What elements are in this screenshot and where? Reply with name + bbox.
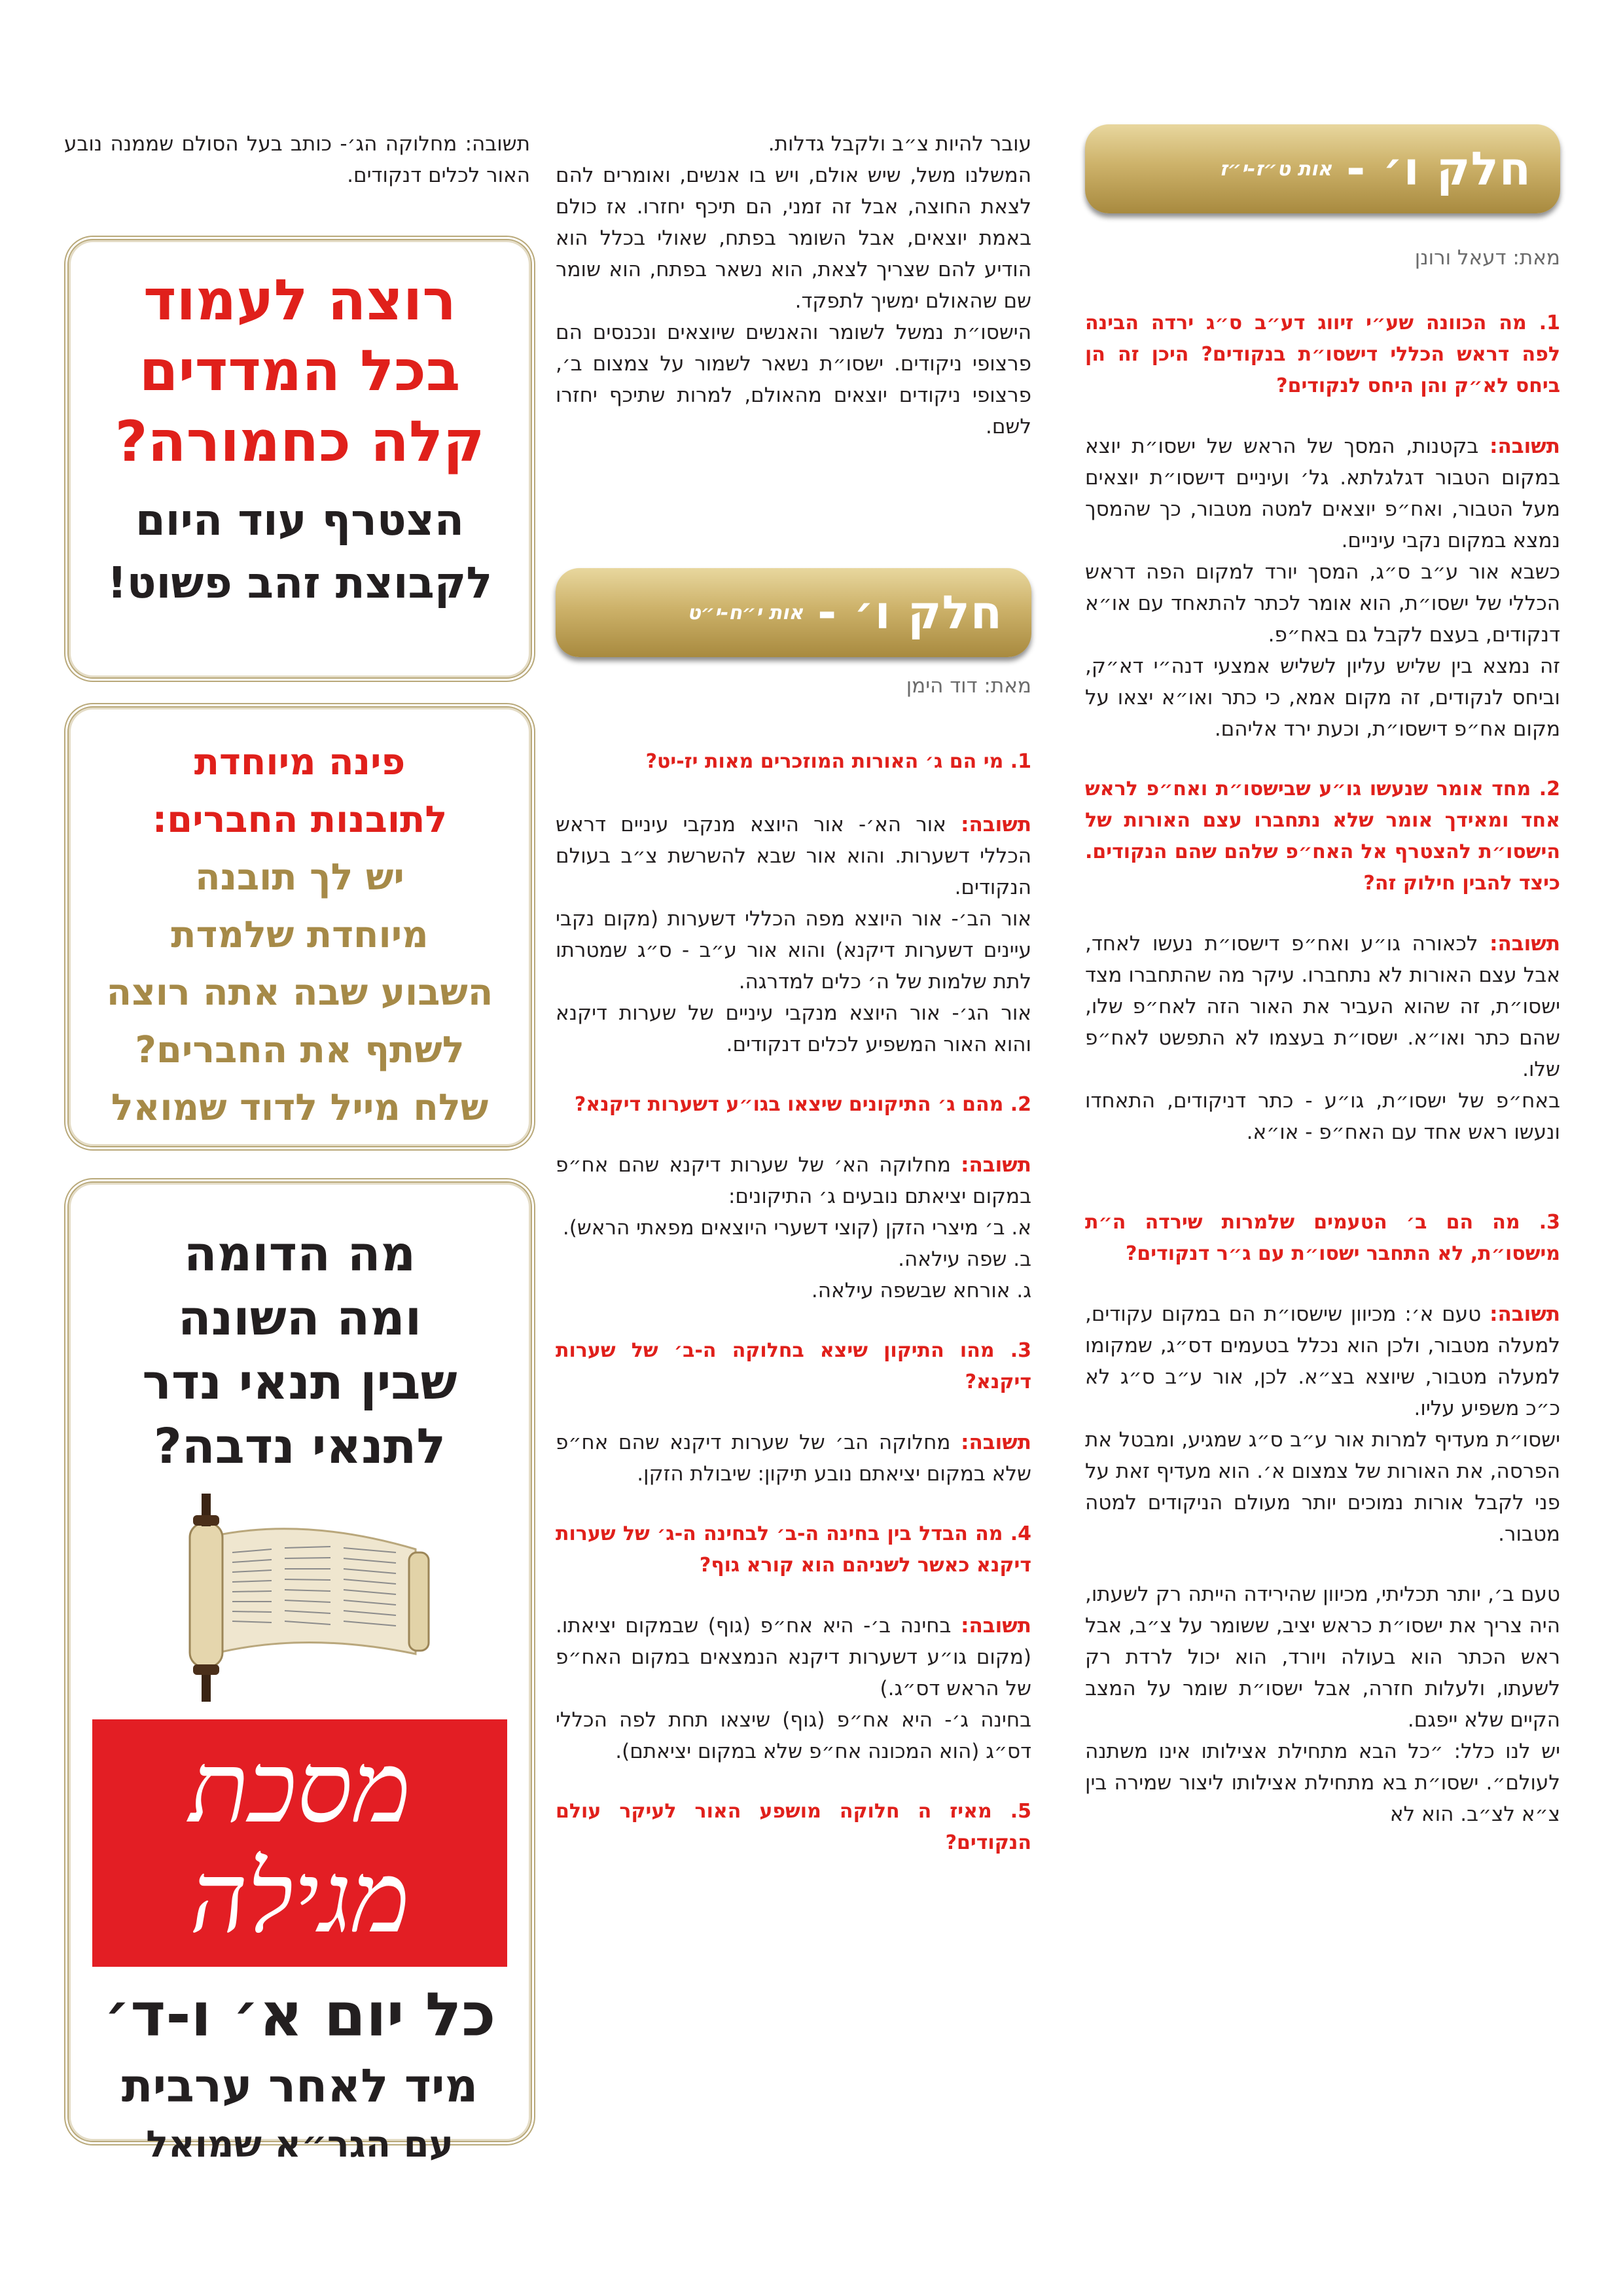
section1-subtitle: אות ט״ז-י״ז	[1219, 157, 1332, 181]
answer-paragraph: כשבא אור ע״ב ס״ג, המסך יורד למקום הפה דראש הכללי של ישסו״ת, הוא אומר לכתר להתאחד עם או״א דנקודים, בעצם לקבל גם באח״פ.	[1085, 560, 1560, 647]
ad3-line-1: מה הדומה	[183, 1226, 416, 1282]
ad3-line-5: כל יום א׳ ו-ד׳	[103, 1980, 496, 2050]
ad1-line-1: רוצה לעמוד	[143, 268, 457, 333]
torah-scroll-icon	[141, 1490, 468, 1706]
answer-text: אור הא׳- אור היוצא מנקבי עיניים דראש הכללי דשערות. והוא אור שבא להשרשת צ״ב בעולם הנקודים.	[556, 813, 1031, 899]
section2-title: חלק ו׳ -	[817, 586, 1003, 639]
left-continued-answer	[64, 128, 530, 191]
answer-label: תשובה:	[1489, 932, 1561, 956]
section1-question-3: 3. מה הם ב׳ הטעמים שלמרות שירדה ה״ת מישסו״ת, לא התחבר ישסו״ת עם ג״ר דנקודים?	[1085, 1211, 1560, 1265]
answer-label: תשובה:	[1489, 435, 1560, 458]
answer-paragraph: אור הג׳- אור היוצא מנקבי עיניים של שערות דיקנא והוא האור המשפיע לכלים דנקודים.	[556, 1001, 1031, 1056]
section2-answer-4	[556, 1610, 1031, 1704]
section1-question-1: 1. מה הכוונה שע״י זיווג דע״ב ס״ג ירדה הבינה לפה דראש הכללי דישסו״ת בנקודים? היכן זה הן ביחס לא״ק והן היחס לנקודים?	[1085, 312, 1560, 397]
ad3-line-7: עם הגר״א שמואל	[146, 2123, 454, 2166]
answer-text: בחינה ב׳- היא אח״פ (גוף) שבמקום יציאתו. (מקום גו״ע דשערות דיקנא הנמצאים במקום האח״פ של הראש דס״ג.)	[556, 1614, 1031, 1700]
ad2-line-1: פינה מיוחדת	[194, 741, 406, 783]
section1-title: חלק ו׳ -	[1346, 142, 1531, 196]
section2-header	[556, 568, 1031, 657]
ad2-line-5: השבוע שבה אתה רוצה	[106, 971, 493, 1014]
ad3-band-line-1: מסכת	[188, 1731, 411, 1845]
ad3-line-4: לתנאי נדבה?	[153, 1418, 446, 1475]
answer-text: מחלוקה הא׳ של שערות דיקנא שהם אח״פ במקום יציאתם נובעים ג׳ התיקונים:	[556, 1153, 1031, 1208]
answer-text: מחלוקה הג׳- כותב בעל הסולם שממנה נובע האור לכלים דנקודים.	[64, 132, 530, 187]
section2-question-5: 5. מאיז ה חלוקה מושפע האור לעיקר עולם הנקודים?	[556, 1800, 1031, 1854]
ad-gold-group	[64, 236, 535, 682]
answer-paragraph: טעם ב׳, יותר תכליתי, מכיוון שהירידה הייתה רק לשעתו, היה צריך את ישסו״ת כראש יציב, ששומר על צ״ב, אבל ראש הכתר הוא בעולה ויורד, הוא יכול לרדת רק לשעתו, ולעלות חזרה, אבל ישסו״ת שומר על המצב הקיים שלא ייפגם.	[1085, 1583, 1560, 1732]
ad-megillah-tractate	[64, 1178, 535, 2166]
section2-subtitle: אות י״ח-י״ט	[687, 601, 804, 624]
answer-paragraph: יש לנו כלל: ״כל הבא מתחילת אצילותו אינו משתנה לעולם״. ישסו״ת בא מתחילת אצילותו ליצור שמירה בין צ״א לצ״ב. הוא לא	[1085, 1740, 1560, 1826]
ad1-line-2: בכל המדדים	[139, 338, 461, 404]
ad1-line-4: הצטרף עוד היום	[135, 495, 465, 545]
answer-paragraph: זה נמצא בין שליש עליון לשליש אמצעי דנה״י דא״ק, וביחס לנקודים, זה מקום אמא, כי כתר ואו״א יצאו על מקום אח״פ דישסו״ת, וכעת ירד אליהם.	[1085, 655, 1560, 741]
ad3-line-6: מיד לאחר ערבית	[121, 2059, 478, 2113]
ad3-line-2: ומה השונה	[177, 1290, 422, 1346]
section2-answer-2	[556, 1149, 1031, 1212]
answer-label: תשובה:	[465, 132, 530, 156]
answer-label: תשובה:	[961, 1153, 1031, 1177]
ad-insights-corner	[64, 703, 535, 1151]
section2-question-2: 2. מהם ג׳ התיקונים שיצאו בגו״ע דשערות דיקנא?	[574, 1093, 1031, 1116]
answer-paragraph: באח״פ של ישסו״ת, גו״ע - כתר דניקודים, התאחדו ונעשו ראש אחד עם האח״פ - או״א.	[1085, 1089, 1560, 1144]
section2-question-3: 3. מהו התיקון שיצא בחלוקה ה-ב׳ של שערות דיקנא?	[556, 1339, 1031, 1393]
answer-text: לכאורה גו״ע ואח״פ דישסו״ת נעשו לאחד, אבל עצם האורות לא נתחברו. עיקר מה שהתחברו מצד ישסו״ת, זה שהוא העביר את האור הזה לאח״פ שלו, שהם כתר ואו״א. ישסו״ת בעצמו לא התפשט לאח״פ שלו.	[1085, 932, 1560, 1081]
answer-label: תשובה:	[961, 1614, 1031, 1638]
answer-paragraph: ב. שפה עילאה.	[898, 1247, 1031, 1271]
answer-paragraph: ישסו״ת מעדיף למרות אור ע״ב ס״ג שמגיע, ומבטל את הפרסה, את האורות של צמצום א׳. הוא מעדיף זאת על פני לקבל אורות נמוכים יותר מעולם הניקודים למטה מטבור.	[1085, 1428, 1560, 1546]
section1-header	[1085, 124, 1560, 213]
answer-label: תשובה:	[1489, 1302, 1561, 1326]
continuation-paragraph: הישסו״ת נמשל לשומר והאנשים שיוצאים ונכנסים הם פרצופי ניקודים. ישסו״ת נשאר לשמור על צמצום ב׳, פרצופי ניקודים יוצאים מהאולם, למרות שתיכף יחזרו לשם.	[556, 321, 1031, 439]
ad1-line-5: לקבוצת זהב פשוט!	[107, 558, 493, 608]
ad1-line-3: קלה כחמורה?	[115, 409, 485, 475]
ad3-footer	[69, 1976, 531, 2172]
answer-paragraph: א. ב׳ מיצרי הזקן (קוצי דשערי היוצאים מפאתי הראש).	[562, 1216, 1031, 1240]
section1-author: מאת: דעאל ורונן	[1414, 246, 1560, 270]
ad3-band-line-2: מגילה	[190, 1841, 410, 1955]
section2-answer-1	[556, 809, 1031, 903]
continuation-paragraph: המשלנו משל, שיש אולם, ויש בו אנשים, ואומרים להם לצאת החוצה, אבל זה זמני, הם תיכף יחזרו. אז כולם באמת יוצאים, אבל השומר בפתח, שאולי בכלל הוא הודיע להם שצריך לצאת, הוא נשאר בפתח, הוא שומר שם שהאולם ימשיך לתפקד.	[556, 164, 1031, 313]
section1-question-2: 2. מחד אומר שנעשו גו״ע שבישסו״ת ואח״פ לראש אחד ומאידך אומר שלא נתחברו עצם האורות של הישסו״ת להצטרף אל האח״פ שלהם שהם הנקודים. כיצד להבין חילוק זה?	[1085, 778, 1560, 895]
answer-paragraph: ג. אורחא שבשפה עילאה.	[811, 1279, 1031, 1302]
column-middle-section2	[556, 673, 1031, 1859]
ad2-line-4: מיוחדת שלמדת	[171, 914, 429, 956]
section1-answer-3	[1085, 1299, 1560, 1424]
section2-question-1: 1. מי הם ג׳ האורות המוזכרים מאות יז-יט?	[645, 750, 1031, 773]
section1-answer-1	[1085, 431, 1560, 556]
column-left	[64, 128, 530, 191]
section2-author: מאת: דוד הימן	[906, 674, 1031, 698]
ad3-line-3: שבין תנאי נדר	[142, 1354, 457, 1410]
answer-text: בקטנות, המסך של הראש של ישסו״ת יוצא במקום הטבור דגלגלתא. גל׳ ועיניים דישסו״ת יוצאים מעל הטבור, ואח״פ יוצאים למטה מטבור, כך שהמסך נמצא במקום נקבי עיניים.	[1085, 435, 1560, 552]
ad2-line-2: לתובנות החברים:	[152, 798, 448, 841]
answer-text: טעם א׳: מכיוון שישסו״ת הם במקום עקודים, למעלה מטבור, ולכן הוא נכלל בטעמים דס״ג, שמקומו למעלה מטבור, שיוצא בצ״א. לכן, אור ע״ב ס״ג לא כ״כ משפיע עליו.	[1085, 1302, 1560, 1420]
column-right	[1085, 245, 1560, 1830]
section2-question-4: 4. מה הבדל בין בחינה ה-ב׳ לבחינה ה-ג׳ של שערות דיקנא כאשר לשניהם הוא קורא גוף?	[556, 1522, 1031, 1577]
ad3-red-band	[92, 1719, 507, 1967]
section2-answer-3	[556, 1427, 1031, 1490]
ad2-line-6: לשתף את החברים?	[135, 1029, 465, 1071]
continuation-paragraph: עובר להיות צ״ב ולקבל גדלות.	[768, 132, 1031, 156]
answer-text: מחלוקה הב׳ של שערות דיקנא שהם אח״פ שלא במקום יציאתם נובע תיקון: שיבולת הזקן.	[556, 1431, 1031, 1486]
ad2-line-7: שלח מייל לדוד שמואל	[111, 1086, 489, 1129]
answer-label: תשובה:	[961, 1431, 1031, 1454]
answer-paragraph: אור הב׳- אור היוצא מפה הכללי דשערות (מקום נקבי עיינים דשערות דיקנא) והוא אור ע״ב - ס״ג שמטרתו לתת שלמות של ה׳ כלים למדרגה.	[556, 907, 1031, 994]
section1-answer-2	[1085, 928, 1560, 1085]
answer-label: תשובה:	[961, 813, 1032, 836]
column-middle	[556, 128, 1031, 442]
answer-paragraph: בחינה ג׳- היא אח״פ (גוף) שיצאו תחת לפה הכללי דס״ג (הוא המכונה אח״פ שלא במקום יציאתם).	[556, 1708, 1031, 1763]
ad2-line-3: יש לך תובנה	[195, 856, 404, 899]
